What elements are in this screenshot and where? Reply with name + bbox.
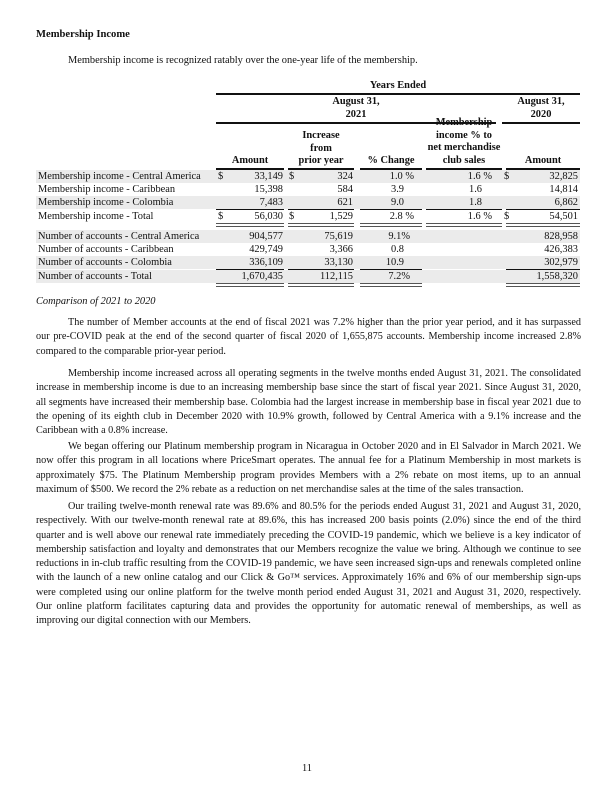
row-label: Membership income - Caribbean xyxy=(38,184,176,195)
amount-2021: 904,577 xyxy=(249,231,283,242)
row-label: Membership income - Total xyxy=(38,211,154,222)
amount-2020: 302,979 xyxy=(544,257,578,268)
currency-symbol: $ xyxy=(504,171,510,182)
amount-2020: 1,558,320 xyxy=(536,271,578,282)
paragraph-income-segments: Membership income increased across all operating segments in the twelve months ended August 31, 2021. The consolidated increase in membership income is due to an increasing membership base since the start of fiscal year 2021. Since August 31, 2020, all segments have increased their membership base. Colombia had the largest increase in membership base in fiscal year 2021 due to the opening of its eighth club in December 2020 with 10.9% growth, followed by Central America with a 9.1% increase and the Caribbean with a 0.8% increase. xyxy=(36,368,581,437)
table-row xyxy=(36,170,580,183)
increase: 75,619 xyxy=(324,231,353,242)
increase: 33,130 xyxy=(324,257,353,268)
header-period-2020-line2: 2020 xyxy=(530,108,552,120)
currency-symbol: $ xyxy=(218,171,224,182)
total-double-rule xyxy=(216,223,284,227)
row-label: Membership income - Central America xyxy=(38,171,201,182)
amount-2021: 15,398 xyxy=(254,184,283,195)
amount-2020: 426,383 xyxy=(544,244,578,255)
paragraph-renewal: Our trailing twelve-month renewal rate was 89.6% and 80.5% for the periods ended August 31, 2021 and August 31, 2020, respectively. With our twelve-month renewal rate at 89.6%, this has increased 200 basis points (2.0%) since the end of the third quarter and is well above our renewal rate immediately preceding the COVID-19 pandemic, which we believe is a key indicator of membership satisfaction and loyalty and demonstrates that our Members recognize the value we bring. Although we continue to see reductions in in-club traffic resulting from the COVID-19 pandemic, we have seen increased sign-ups and renewals completed online with the launch of a new online catalog and our Click & Go™ services. Approximately 16% and 6% of our membership sign-ups were completed using our online platform for the twelve month period ended August 31, 2021 and August 31, 2020, respectively. Our online platform facilitates capturing data and provides the opportunity for automatic renewal of memberships, as well as improving our digital connection with our Members. xyxy=(36,501,581,627)
increase: 584 xyxy=(337,184,353,195)
pct-sales: 1.6 % xyxy=(467,171,492,182)
amount-2020: 14,814 xyxy=(549,184,578,195)
amount-2021: 336,109 xyxy=(249,257,283,268)
col-header-pct-sales-line2: income % to xyxy=(436,129,492,141)
header-period-2020 xyxy=(502,96,580,121)
col-header-amount-2020: Amount xyxy=(524,155,562,166)
col-header-pct-sales-line3: net merchandise xyxy=(427,142,501,153)
col-header-pct-sales xyxy=(426,117,502,167)
pct-change: 3.9 xyxy=(391,184,404,195)
increase: 324 xyxy=(337,171,353,182)
pct-sales: 1.6 % xyxy=(467,211,492,222)
row-label: Number of accounts - Central America xyxy=(38,231,200,242)
amount-2021: 429,749 xyxy=(249,244,283,255)
amount-2021: 33,149 xyxy=(254,171,283,182)
pct-sales: 1.8 xyxy=(469,197,482,208)
table-row-total xyxy=(36,270,580,283)
amount-2020: 32,825 xyxy=(549,171,578,182)
increase: 112,115 xyxy=(320,271,353,282)
row-label: Membership income - Colombia xyxy=(38,197,174,208)
currency-symbol: $ xyxy=(218,211,224,222)
row-label: Number of accounts - Colombia xyxy=(38,257,172,268)
increase: 1,529 xyxy=(329,211,353,222)
total-double-rule xyxy=(426,223,502,227)
table-row xyxy=(36,256,580,269)
col-header-pct-change: % Change xyxy=(367,155,415,166)
amount-2020: 6,862 xyxy=(554,197,578,208)
rule-years-ended xyxy=(216,93,580,95)
col-header-amount-2021: Amount xyxy=(231,155,269,166)
row-label: Number of accounts - Caribbean xyxy=(38,244,174,255)
header-period-2021-line1: August 31, xyxy=(332,96,380,107)
col-header-increase-line3: prior year xyxy=(298,155,344,166)
pct-change: 1.0 % xyxy=(389,171,414,182)
comparison-subheading: Comparison of 2021 to 2020 xyxy=(36,296,156,307)
col-header-increase-line2: from xyxy=(310,142,332,154)
table-row xyxy=(36,230,580,243)
total-double-rule xyxy=(216,283,284,287)
header-years-ended: Years Ended xyxy=(369,80,427,91)
currency-symbol: $ xyxy=(289,171,295,182)
total-double-rule xyxy=(360,283,422,287)
increase: 621 xyxy=(337,197,353,208)
col-header-increase xyxy=(288,130,354,168)
page-number: 11 xyxy=(301,763,312,774)
currency-symbol: $ xyxy=(504,211,510,222)
row-label: Number of accounts - Total xyxy=(38,271,152,282)
header-period-2020-line1: August 31, xyxy=(517,96,565,107)
col-header-pct-sales-line4: club sales xyxy=(442,154,486,166)
pct-change: 0.8 xyxy=(391,244,404,255)
table-row xyxy=(36,243,580,256)
total-double-rule xyxy=(506,223,580,227)
increase: 3,366 xyxy=(329,244,353,255)
pct-change: 10.9 xyxy=(385,257,404,268)
amount-2020: 54,501 xyxy=(549,211,578,222)
pct-change: 9.0 xyxy=(391,197,404,208)
total-double-rule xyxy=(360,223,422,227)
amount-2021: 56,030 xyxy=(254,211,283,222)
pct-sales: 1.6 xyxy=(469,184,482,195)
header-period-2021-line2: 2021 xyxy=(345,108,367,120)
section-title: Membership Income xyxy=(36,29,130,40)
pct-change: 2.8 % xyxy=(389,211,414,222)
total-double-rule xyxy=(506,283,580,287)
currency-symbol: $ xyxy=(289,211,295,222)
amount-2021: 7,483 xyxy=(259,197,283,208)
amount-2020: 828,958 xyxy=(544,231,578,242)
total-double-rule xyxy=(288,223,354,227)
table-row-total xyxy=(36,210,580,223)
pct-change: 9.1% xyxy=(388,231,410,242)
rule-period-2020 xyxy=(502,122,580,124)
col-header-pct-sales-line1: Membership xyxy=(435,117,493,128)
col-header-increase-line1: Increase xyxy=(302,130,340,141)
table-row xyxy=(36,196,580,209)
paragraph-platinum: We began offering our Platinum membership program in Nicaragua in October 2020 and in El Salvador in March 2021. We now offer this program in all locations where PriceSmart operates. The annual fee for a Platinum Membership in most markets is approximately $75. The Platinum Membership program provides Members with a 2% rebate on most items, up to an annual maximum of $500. We record the 2% rebate as a reduction on net merchandise sales at the time of the sales transaction. xyxy=(36,441,581,495)
paragraph-accounts: The number of Member accounts at the end of fiscal 2021 was 7.2% higher than the prior year period, and it has surpassed our pre-COVID peak at the end of the second quarter of fiscal 2020 of 1,655,875 accounts. Membership income increased 2.8% compared to the comparable prior-year period. xyxy=(36,317,581,357)
table-row xyxy=(36,183,580,196)
total-double-rule xyxy=(288,283,354,287)
intro-text: Membership income is recognized ratably over the one-year life of the membership. xyxy=(68,55,418,66)
pct-change: 7.2% xyxy=(388,271,410,282)
amount-2021: 1,670,435 xyxy=(241,271,283,282)
